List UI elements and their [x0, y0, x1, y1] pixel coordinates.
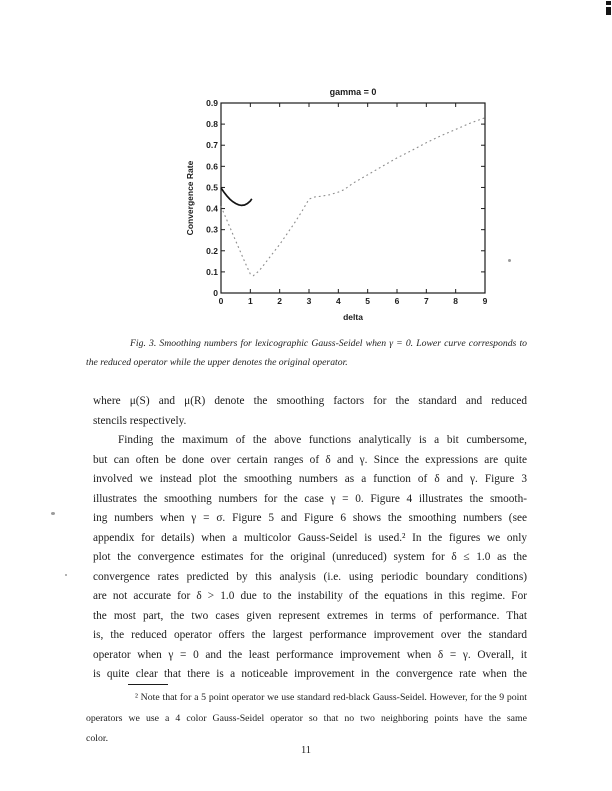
plot-box — [221, 103, 485, 293]
y-tick-label: 0.1 — [206, 266, 218, 277]
scan-speck — [51, 512, 55, 515]
body-line: stencils respectively. — [93, 414, 187, 427]
scan-speck — [65, 574, 67, 576]
x-tick-label: 8 — [453, 296, 459, 306]
scan-artifact-corner — [606, 1, 611, 5]
x-tick-label: 1 — [247, 296, 253, 306]
page-number: 11 — [300, 745, 312, 756]
figure-caption-line-1: Fig. 3. Smoothing numbers for lexicographic Gauss-Seidel when γ = 0. Lower curve corresponds to — [130, 338, 527, 349]
y-tick-label: 0.5 — [206, 182, 218, 193]
body-line: Finding the maximum of the above functions analytically is a bit cumbersome, — [118, 434, 527, 446]
y-axis-label: Convergence Rate — [185, 160, 195, 236]
body-line: convergence rates predicted by this analysis (i.e. using periodic boundary conditions) — [93, 570, 527, 583]
body-line: where μ(S) and μ(R) denote the smoothing factors for the standard and reduced — [93, 395, 527, 407]
y-tick-label: 0.4 — [206, 203, 218, 214]
figure-3-chart — [180, 78, 510, 326]
body-line: is quite clear that there is a noticeable improvement in the convergence rate when the — [93, 668, 527, 680]
body-line: involved we instead plot the smoothing numbers as a function of δ and γ. Figure 3 — [93, 473, 527, 485]
footnote-line: ² Note that for a 5 point operator we use standard red-black Gauss-Seidel. However, for the 9 point — [135, 692, 527, 703]
y-tick-label: 0.9 — [206, 98, 218, 108]
body-line: are not accurate for δ > 1.0 due to the instability of the equations in this regime. For — [93, 590, 527, 602]
footnote-rule — [128, 684, 168, 685]
chart-series — [221, 118, 485, 276]
body-line: illustrates the smoothing numbers for the case γ = 0. Figure 4 illustrates the smooth- — [93, 492, 527, 505]
footnote-line: color. — [86, 733, 109, 744]
x-tick-label: 6 — [394, 296, 400, 306]
x-tick-label: 5 — [365, 296, 371, 306]
x-tick-label: 9 — [482, 296, 488, 306]
series-solid — [221, 188, 252, 206]
body-line: is, the reduced operator offers the largest performance improvement over the standard — [93, 629, 527, 641]
body-line: ing numbers when γ = σ. Figure 5 and Figure 6 shows the smoothing numbers (see — [93, 512, 527, 524]
chart-title: gamma = 0 — [329, 87, 377, 97]
chart-axes — [221, 103, 485, 293]
x-tick-label: 2 — [277, 296, 283, 306]
y-tick-label: 0.7 — [206, 140, 218, 151]
body-line: the most part, the two cases given represent extremes in terms of performance. That — [93, 609, 527, 622]
body-line: operator when γ = 0 and the least performance improvement when δ = γ. Overall, it — [93, 648, 527, 661]
x-axis-label: delta — [343, 312, 363, 322]
body-line: appendix for details) when a multicolor Gauss-Seidel is used.² In the figures we only — [93, 531, 527, 544]
y-tick-label: 0.2 — [206, 245, 218, 256]
y-tick-label: 0.3 — [206, 224, 218, 235]
x-tick-label: 7 — [423, 296, 429, 306]
footnote-line: operators we use a 4 color Gauss-Seidel operator so that no two neighboring points have the same — [86, 712, 527, 724]
chart-labels — [185, 87, 488, 322]
x-tick-label: 4 — [335, 296, 341, 306]
chart-ticks — [221, 103, 485, 293]
series-dotted — [221, 118, 485, 276]
body-line: but can often be done over certain ranges of δ and γ. Since the expressions are quite — [93, 453, 527, 466]
y-tick-label: 0 — [213, 288, 218, 298]
x-tick-label: 3 — [306, 296, 312, 306]
scan-artifact-corner — [606, 7, 611, 15]
y-tick-label: 0.6 — [206, 161, 218, 172]
x-tick-label: 0 — [218, 296, 224, 306]
figure-caption-line-2: the reduced operator while the upper denotes the original operator. — [86, 357, 348, 368]
body-line: plot the convergence estimates for the original (unreduced) system for δ ≤ 1.0 as the — [93, 551, 527, 563]
y-tick-label: 0.8 — [206, 119, 218, 130]
